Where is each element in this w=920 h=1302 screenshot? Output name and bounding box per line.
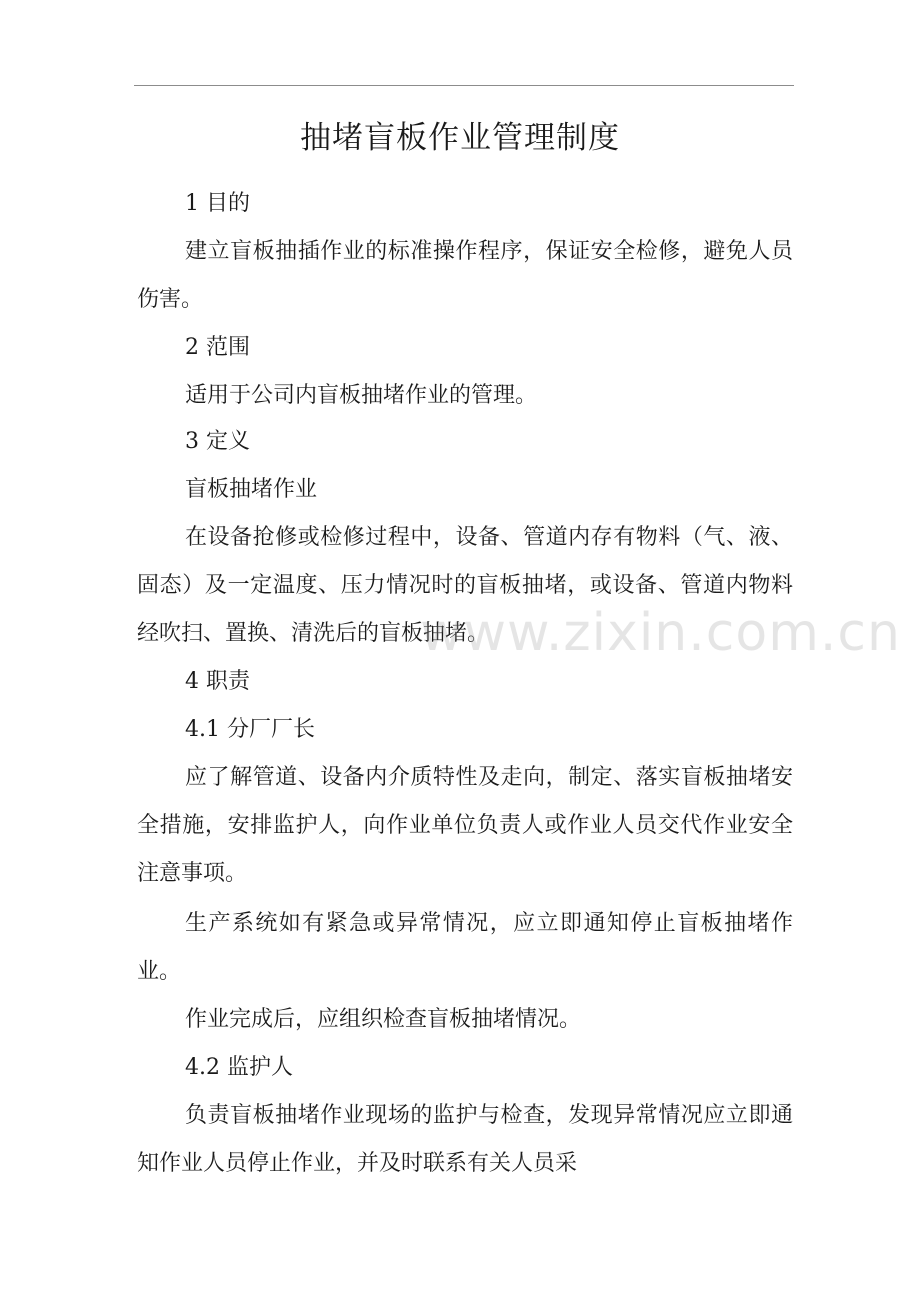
section-heading-responsibilities: 4 职责 <box>185 669 250 694</box>
paragraph-definition: 在设备抢修或检修过程中，设备、管道内存有物料（气、液、固态）及一定温度、压力情况时的盲板抽堵，或设备、管道内物料经吹扫、置换、清洗后的盲板抽堵。 <box>137 525 793 646</box>
paragraph-director-duty-3: 作业完成后，应组织检查盲板抽堵情况。 <box>185 1007 582 1032</box>
definition-term: 盲板抽堵作业 <box>185 477 318 502</box>
document-title: 抽堵盲板作业管理制度 <box>300 120 620 156</box>
paragraph-director-duty-1: 应了解管道、设备内介质特性及走向，制定、落实盲板抽堵安全措施，安排监护人，向作业单位负责人或作业人员交代作业安全注意事项。 <box>137 765 793 886</box>
section-heading-definition: 3 定义 <box>185 429 250 454</box>
watermark: www.zixin.com.cn <box>420 603 901 663</box>
subsection-heading-factory-director: 4.1 分厂厂长 <box>185 717 315 742</box>
section-heading-purpose: 1 目的 <box>185 191 250 216</box>
paragraph-scope: 适用于公司内盲板抽堵作业的管理。 <box>185 383 538 408</box>
paragraph-purpose: 建立盲板抽插作业的标准操作程序，保证安全检修，避免人员伤害。 <box>137 239 793 312</box>
paragraph-supervisor-duty: 负责盲板抽堵作业现场的监护与检查，发现异常情况应立即通知作业人员停止作业，并及时联系有关人员采 <box>137 1103 793 1176</box>
header-rule <box>134 85 794 86</box>
section-heading-scope: 2 范围 <box>185 335 250 360</box>
paragraph-director-duty-2: 生产系统如有紧急或异常情况，应立即通知停止盲板抽堵作业。 <box>137 911 793 984</box>
subsection-heading-supervisor: 4.2 监护人 <box>185 1055 293 1080</box>
